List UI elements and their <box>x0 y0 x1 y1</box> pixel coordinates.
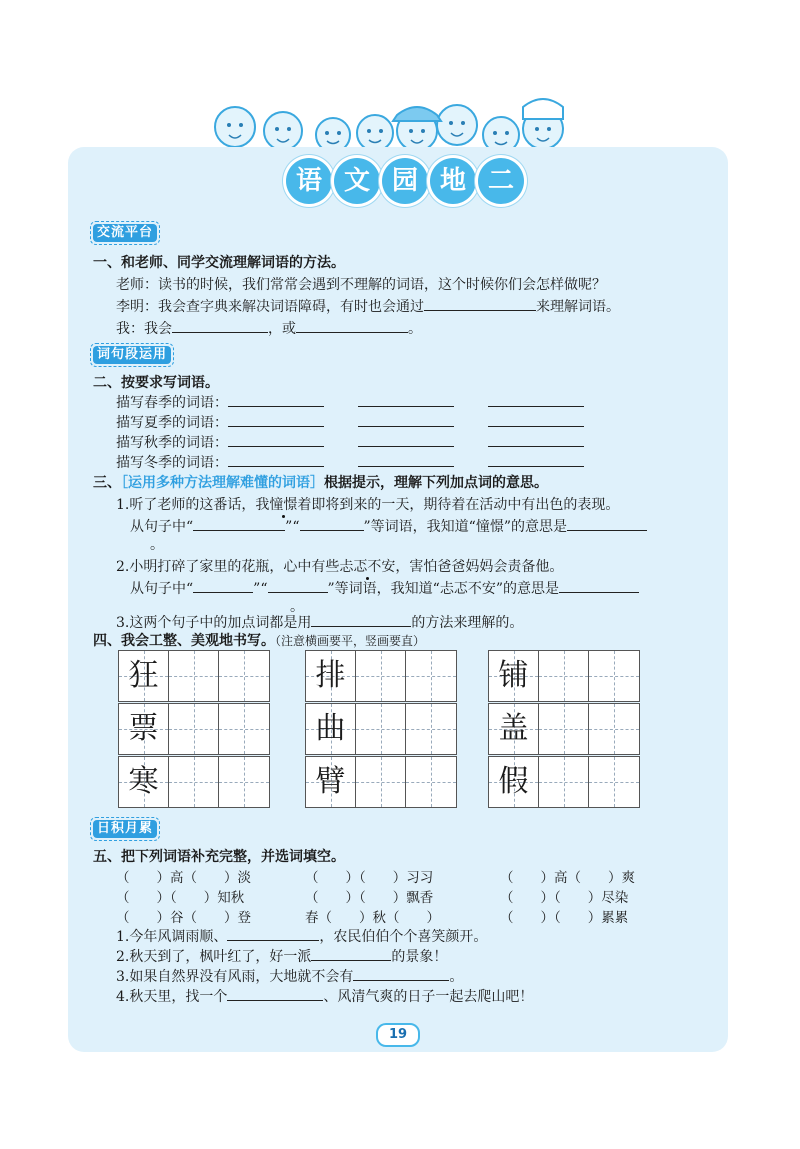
text: 。 <box>449 969 464 985</box>
me-line <box>116 318 422 338</box>
word-item: （ ）高（ ）淡 <box>116 870 251 886</box>
text: 2.秋天到了，枫叶红了，好一派 <box>116 949 312 965</box>
section-tag-exchange: 交流平台 <box>93 224 157 242</box>
word-item: （ ）高（ ）爽 <box>500 870 635 886</box>
teacher-line: 老师：读书的时候，我们常常会遇到不理解的词语，这个时候你们会怎样做呢？ <box>116 277 606 293</box>
question-1-heading: 一、和老师、同学交流理解词语的方法。 <box>93 255 345 271</box>
season-row <box>116 452 584 472</box>
title-char: 文 <box>334 158 380 204</box>
model-char-cell <box>306 704 356 754</box>
title-char: 语 <box>286 158 332 204</box>
text: 1.听了老师的这番话，我 <box>116 497 270 513</box>
model-char-cell <box>489 651 539 701</box>
practice-cell[interactable] <box>219 651 269 701</box>
text: 描写春季的词语： <box>116 395 228 411</box>
model-char-cell <box>119 757 169 807</box>
model-char: 曲 <box>315 711 346 746</box>
text: 根据提示，理解下列加点词的意思。 <box>324 475 548 491</box>
model-char: 臂 <box>315 764 346 799</box>
word-item: （ ）（ ）累累 <box>500 910 629 926</box>
sentence-1-end: 。 <box>150 537 164 553</box>
fill-sentence-2 <box>116 946 447 966</box>
practice-cell[interactable] <box>219 757 269 807</box>
text: 从句子中“ <box>130 519 194 535</box>
practice-cell[interactable] <box>169 757 219 807</box>
page-number: 19 <box>376 1023 420 1047</box>
model-char-cell <box>306 757 356 807</box>
writing-note: （注意横画要平，竖画要直） <box>275 634 426 648</box>
answer-blank[interactable] <box>488 452 584 467</box>
model-char: 排 <box>315 658 346 693</box>
title-char: 园 <box>382 158 428 204</box>
section-tag-usage: 词句段运用 <box>93 346 171 364</box>
writing-grid <box>118 650 270 702</box>
answer-blank[interactable] <box>300 516 364 531</box>
text: 。 <box>408 321 422 337</box>
title-char: 二 <box>478 158 524 204</box>
sentence-1-prompt <box>130 516 647 536</box>
text: ”等词语，我知道“忐忑不安”的意思是 <box>327 581 559 597</box>
text: 2.小明打碎了家里的花瓶，心中有些 <box>116 559 340 575</box>
text: ”“ <box>285 519 300 535</box>
text: 来理解词语。 <box>536 299 620 315</box>
text: ，或 <box>268 321 296 337</box>
model-char: 假 <box>498 764 529 799</box>
text: 1.今年风调雨顺、 <box>116 929 228 945</box>
text: 4.秋天里，找一个 <box>116 989 228 1005</box>
model-char-cell <box>306 651 356 701</box>
model-char-cell <box>489 704 539 754</box>
practice-cell[interactable] <box>169 651 219 701</box>
text: 3.如果自然界没有风雨，大地就不会有 <box>116 969 354 985</box>
dotted-word: 忐忑不安 <box>339 559 396 575</box>
writing-grid <box>488 756 640 808</box>
page-title <box>286 158 526 204</box>
answer-blank[interactable] <box>358 392 454 407</box>
practice-cell[interactable] <box>406 757 456 807</box>
text: 李明：我会查字典来解决词语障碍，有时也会通过 <box>116 299 424 315</box>
text: 3.这两个句子中的加点词都是用 <box>116 615 312 631</box>
answer-blank[interactable] <box>358 412 454 427</box>
text: 从句子中“ <box>130 581 194 597</box>
sentence-2-end: 。 <box>290 599 304 615</box>
writing-grid <box>118 756 270 808</box>
practice-cell[interactable] <box>539 651 589 701</box>
answer-blank[interactable] <box>358 452 454 467</box>
fill-sentence-4 <box>116 986 533 1006</box>
answer-blank[interactable] <box>311 946 391 961</box>
model-char: 狂 <box>128 658 159 693</box>
answer-blank[interactable] <box>228 392 324 407</box>
word-item: （ ）谷（ ）登 <box>116 910 251 926</box>
text: 四、我会工整、美观地书写。 <box>93 633 275 649</box>
model-char-cell <box>119 651 169 701</box>
answer-blank[interactable] <box>296 318 408 333</box>
text: 描写冬季的词语： <box>116 455 228 471</box>
answer-blank[interactable] <box>559 578 639 593</box>
answer-blank[interactable] <box>227 986 323 1001</box>
model-char: 铺 <box>498 658 529 693</box>
sentence-2 <box>116 556 563 576</box>
model-char-cell <box>119 704 169 754</box>
answer-blank[interactable] <box>172 318 268 333</box>
word-item: （ ）（ ）飘香 <box>305 890 434 906</box>
text: 描写秋季的词语： <box>116 435 228 451</box>
question-4-heading <box>93 630 425 650</box>
dotted-word: 憧憬 <box>269 497 298 513</box>
model-char-cell <box>489 757 539 807</box>
answer-blank[interactable] <box>488 392 584 407</box>
practice-cell[interactable] <box>356 757 406 807</box>
text: 的方法来理解的。 <box>411 615 524 631</box>
answer-blank[interactable] <box>488 432 584 447</box>
writing-grid <box>305 703 457 755</box>
answer-blank[interactable] <box>358 432 454 447</box>
writing-grid <box>305 756 457 808</box>
writing-grid <box>305 650 457 702</box>
fill-sentence-3 <box>116 966 463 986</box>
word-item: （ ）（ ）习习 <box>305 870 434 886</box>
practice-cell[interactable] <box>589 757 639 807</box>
text: 的景象！ <box>391 949 448 965</box>
practice-cell[interactable] <box>406 704 456 754</box>
text: 、风清气爽的日子一起去爬山吧！ <box>323 989 534 1005</box>
answer-blank[interactable] <box>567 516 647 531</box>
section-tag-accumulation: 日积月累 <box>93 820 157 838</box>
practice-cell[interactable] <box>219 704 269 754</box>
answer-blank[interactable] <box>228 452 324 467</box>
writing-grid <box>118 703 270 755</box>
answer-blank[interactable] <box>193 578 253 593</box>
model-char: 票 <box>128 711 159 746</box>
text: 着即将到来的一天，期待着在活动中有出色的表现。 <box>297 497 620 513</box>
word-item: （ ）（ ）知秋 <box>116 890 245 906</box>
answer-blank[interactable] <box>488 412 584 427</box>
answer-blank[interactable] <box>228 412 324 427</box>
question-5-heading: 五、把下列词语补充完整，并选词填空。 <box>93 849 345 865</box>
practice-cell[interactable] <box>539 757 589 807</box>
method-label: ［运用多种方法理解难懂的词语］ <box>121 475 324 491</box>
practice-cell[interactable] <box>169 704 219 754</box>
model-char: 盖 <box>498 711 529 746</box>
text: ”“ <box>253 581 268 597</box>
liming-line <box>116 296 620 316</box>
word-item: （ ）（ ）尽染 <box>500 890 629 906</box>
season-row <box>116 432 584 452</box>
text: ”等词语，我知道“憧憬”的意思是 <box>363 519 567 535</box>
title-char: 地 <box>430 158 476 204</box>
answer-blank[interactable] <box>424 296 536 311</box>
answer-blank[interactable] <box>193 516 285 531</box>
question-2-heading: 二、按要求写词语。 <box>93 375 219 391</box>
practice-cell[interactable] <box>589 651 639 701</box>
sentence-2-prompt <box>130 578 639 598</box>
practice-cell[interactable] <box>356 651 406 701</box>
text: ，农民伯伯个个喜笑颜开。 <box>319 929 488 945</box>
season-row <box>116 392 584 412</box>
word-item: 春（ ）秋（ ） <box>305 910 440 926</box>
text: ，害怕爸爸妈妈会责备他。 <box>395 559 564 575</box>
answer-blank[interactable] <box>353 966 449 981</box>
practice-cell[interactable] <box>589 704 639 754</box>
practice-cell[interactable] <box>539 704 589 754</box>
sentence-3 <box>116 612 523 632</box>
sentence-1 <box>116 494 619 514</box>
text: 三、 <box>93 475 121 491</box>
answer-blank[interactable] <box>311 612 411 627</box>
question-3-heading <box>93 472 548 492</box>
practice-cell[interactable] <box>356 704 406 754</box>
writing-grid <box>488 650 640 702</box>
practice-cell[interactable] <box>406 651 456 701</box>
model-char: 寒 <box>128 764 159 799</box>
season-row <box>116 412 584 432</box>
writing-grid <box>488 703 640 755</box>
answer-blank[interactable] <box>268 578 328 593</box>
answer-blank[interactable] <box>227 926 319 941</box>
fill-sentence-1 <box>116 926 487 946</box>
answer-blank[interactable] <box>228 432 324 447</box>
text: 我：我会 <box>116 321 172 337</box>
text: 描写夏季的词语： <box>116 415 228 431</box>
